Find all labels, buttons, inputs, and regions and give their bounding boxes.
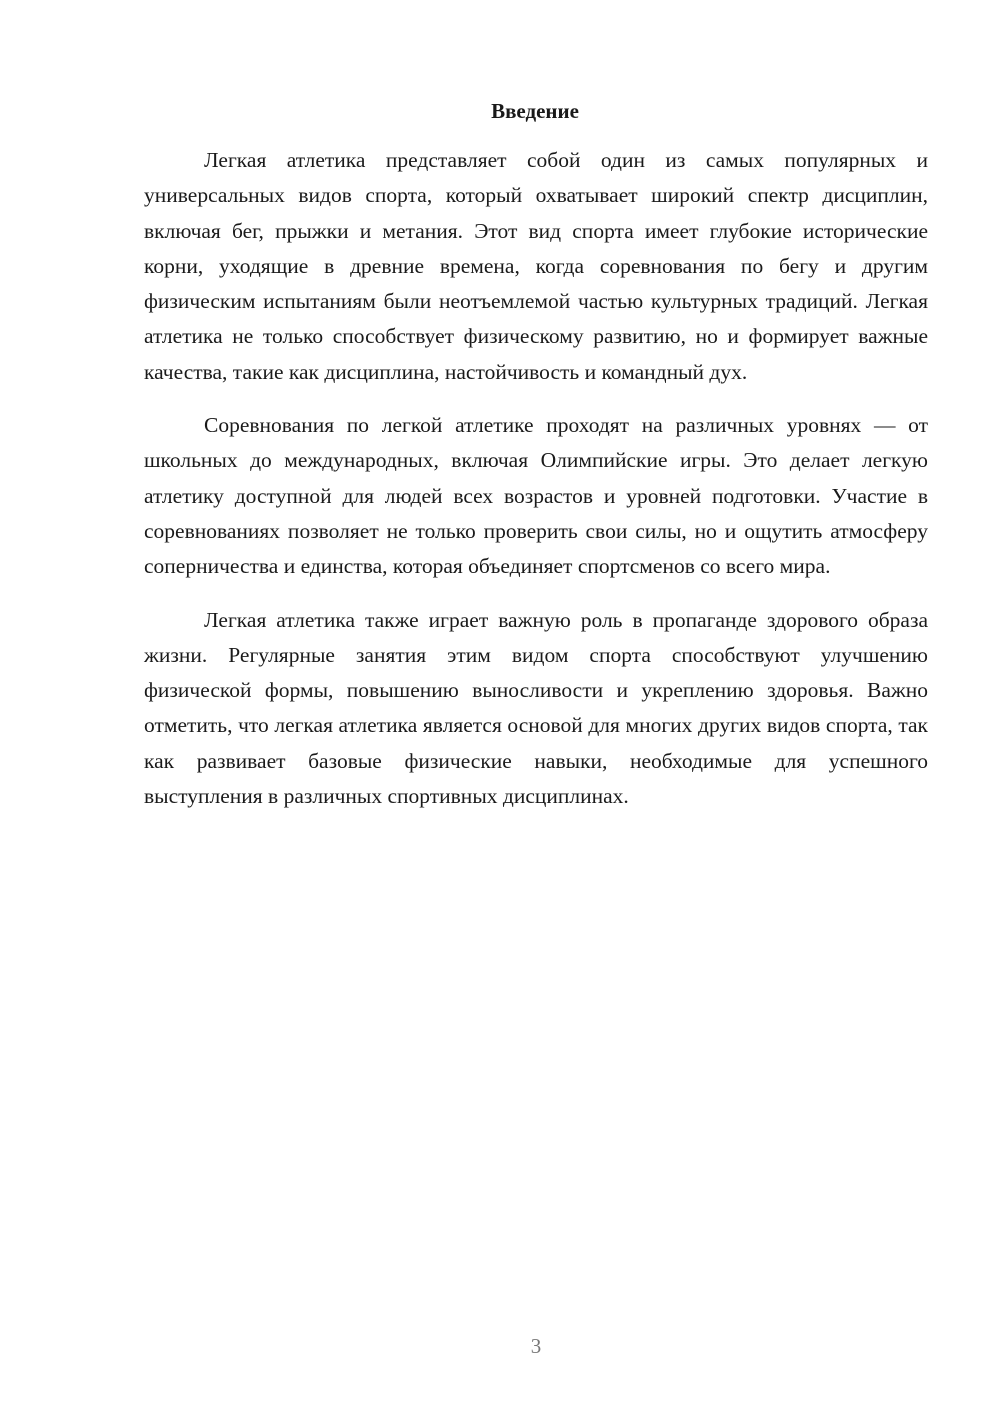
section-title: Введение: [491, 99, 579, 123]
body-text: [144, 143, 928, 814]
page-number: 3: [530, 1334, 542, 1358]
paragraph: Легкая атлетика также играет важную роль в пропаганде здорового образа жизни. Регулярные занятия этим видом спорта способствуют улучшению физической формы, повышению выносливости и укреплению здоровья. Важно отметить, что легкая атлетика является основой для многих других видов спорта, так как развивает базовые физические навыки, необходимые для успешного выступления в различных спортивных дисциплинах.: [144, 607, 928, 809]
paragraph: Соревнования по легкой атлетике проходят на различных уровнях — от школьных до международных, включая Олимпийские игры. Это делает легкую атлетику доступной для людей всех возрастов и уровней подготовки. Участие в соревнованиях позволяет не только проверить свои силы, но и ощутить атмосферу соперничества и единства, которая объединяет спортсменов со всего мира.: [144, 413, 928, 579]
paragraph: Легкая атлетика представляет собой один из самых популярных и универсальных видов спорта, который охватывает широкий спектр дисциплин, включая бег, прыжки и метания. Этот вид спорта имеет глубокие исторические корни, уходящие в древние времена, когда соревнования по бегу и другим физическим испытаниям были неотъемлемой частью культурных традиций. Легкая атлетика не только способствует физическому развитию, но и формирует важные качества, такие как дисциплина, настойчивость и командный дух.: [144, 148, 928, 384]
